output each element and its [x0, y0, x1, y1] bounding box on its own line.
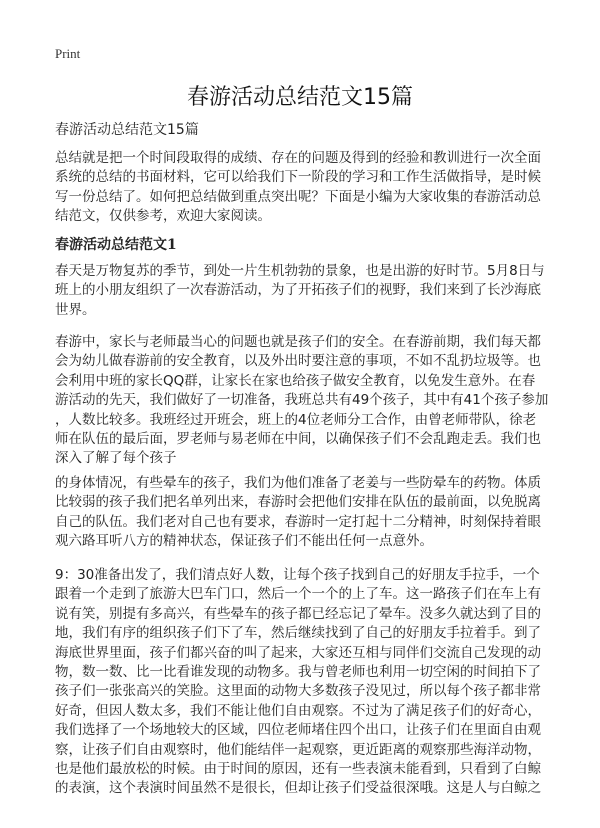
text-line: 会为幼儿做春游前的安全教育，以及外出时要注意的事项，不如不乱扔垃圾等。也	[55, 353, 541, 370]
text-line: 察，让孩子们自由观察时，他们能结伴一起观察，更近距离的观察那些海洋动物，	[55, 741, 541, 758]
text-line: 师在队伍的最后面，罗老师与易老师在中间，以确保孩子们不会乱跑走丢。我们也	[55, 430, 541, 447]
text-line: 游活动的先天，我们做好了一切准备，我班总共有49个孩子，其中有41个孩子参加	[55, 392, 549, 409]
text-line: 写一份总结了。如何把总结做到重点突出呢？下面是小编为大家收集的春游活动总	[55, 188, 541, 205]
text-line: 系统的总结的书面材料，它可以给我们下一阶段的学习和工作生活做指导，是时候	[55, 169, 541, 186]
text-line: 物，数一数、比一比看谁发现的动物多。我与曾老师也利用一切空闲的时间拍下了	[55, 663, 541, 680]
text-line: 自己的队伍。我们老对自己也有要求，春游时一定打起十二分精神，时刻保持着眼	[55, 513, 541, 530]
text-line: 结范文，仅供参考，欢迎大家阅读。	[55, 208, 271, 225]
text-line: 说有笑，别提有多高兴，有些晕车的孩子都已经忘记了晕车。没多久就达到了目的	[55, 605, 541, 622]
page-title: 春游活动总结范文15篇	[187, 85, 413, 110]
text-line: ，人数比较多。我班经过开班会，班上的4位老师分工合作，由曾老师带队，徐老	[55, 411, 537, 428]
section-heading: 春游活动总结范文1	[55, 237, 177, 253]
text-line: 海底世界里面，孩子们都兴奋的叫了起来，大家还互相与同伴们交流自己发现的动	[55, 644, 541, 661]
text-line: 9：30准备出发了，我们清点好人数，让每个孩子找到自己的好朋友手拉手，一个	[55, 567, 540, 583]
text-line: 跟着一个走到了旅游大巴车门口，然后一个一个的上了车。这一路孩子们在车上有	[55, 586, 541, 603]
print-link[interactable]: Print	[55, 46, 81, 61]
text-line: 世界。	[55, 301, 96, 318]
text-line: 也是他们最放松的时候。由于时间的原因，还有一些表演未能看到，只看到了白鲸	[55, 760, 541, 777]
paragraph	[55, 262, 550, 320]
text-line: 地，我们有序的组织孩子们下了车，然后继续找到了自己的好朋友手拉着手。到了	[55, 625, 541, 642]
text-line: 春天是万物复苏的季节，到处一片生机勃勃的景象，也是出游的好时节。5月8日与	[55, 263, 545, 279]
text-line: 的表演，这个表演时间虽然不是很长，但却让孩子们受益很深哦。这是人与白鲸之	[55, 780, 541, 797]
text-line: 孩子们一张张高兴的笑脸。这里面的动物大多数孩子没见过，所以每个孩子都非常	[55, 683, 541, 700]
text-line: 比较弱的孩子我们把名单列出来，春游时会把他们安排在队伍的最前面，以免脱离	[55, 494, 541, 511]
paragraph	[55, 333, 550, 469]
subtitle: 春游活动总结范文15篇	[55, 122, 199, 138]
text-line: 好奇，但因人数太多，我们不能让他们自由观察。不过为了满足孩子们的好奇心，	[55, 702, 541, 719]
text-line: 班上的小朋友组织了一次春游活动，为了开拓孩子们的视野，我们来到了长沙海底	[55, 282, 541, 299]
paragraph	[55, 566, 550, 799]
text-line: 我们选择了一个场地较大的区域，四位老师堵住四个出口，让孩子们在里面自由观	[55, 722, 541, 739]
text-line: 的身体情况，有些晕车的孩子，我们为他们准备了老姜与一些防晕车的药物。体质	[55, 475, 541, 491]
text-line: 总结就是把一个时间段取得的成绩、存在的问题及得到的经验和教训进行一次全面	[55, 150, 541, 166]
paragraph	[55, 474, 550, 552]
text-line: 会利用中班的家长QQ群，让家长在家也给孩子做安全教育，以免发生意外。在春	[55, 372, 536, 389]
text-line: 深入了解了每个孩子	[55, 450, 177, 467]
text-line: 春游中，家长与老师最当心的问题也就是孩子们的安全。在春游前期，我们每天都	[55, 334, 541, 350]
text-line: 观六路耳听八方的精神状态，保证孩子们不能出任何一点意外。	[55, 533, 433, 550]
intro-paragraph	[55, 149, 550, 227]
